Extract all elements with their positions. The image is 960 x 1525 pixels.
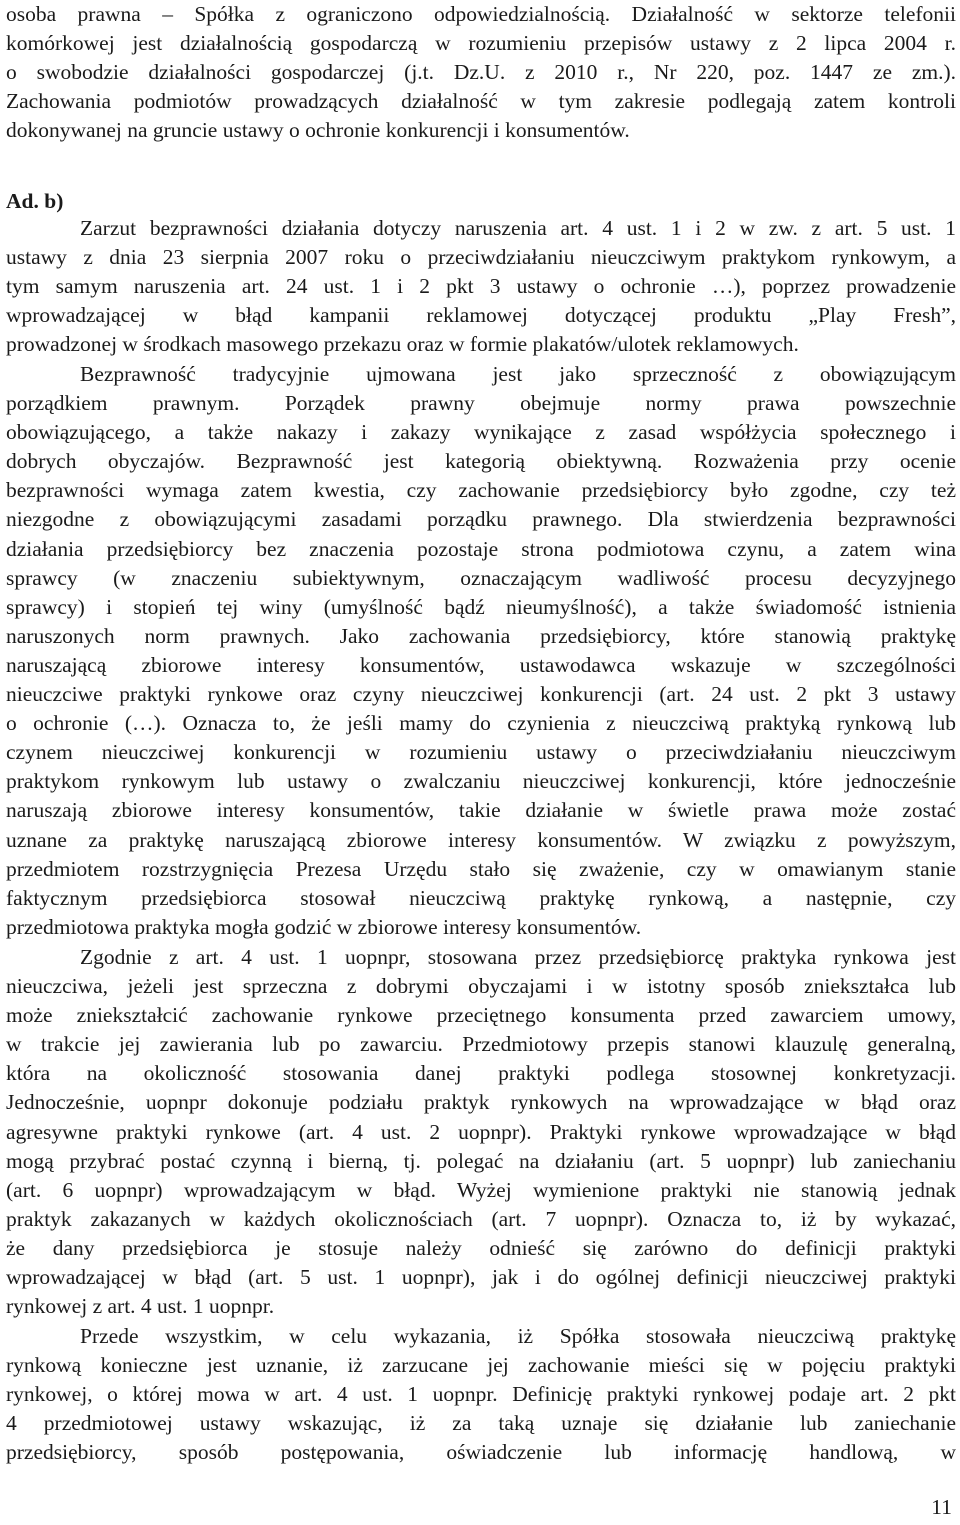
text-line: rynkowej z art. 4 ust. 1 uopnpr. [6, 1294, 275, 1319]
text-line: naruszonych norm prawnych. Jako zachowania przedsiębiorcy, które stanowią praktykę [6, 623, 956, 648]
text-line: sprawcy (w znaczeniu subiektywnym, oznaczającym wadliwość procesu decyzyjnego [6, 565, 956, 590]
text-line: przedsiębiorcy, sposób postępowania, oświadczenie lub informację handlową, w [6, 1440, 956, 1465]
paragraph-2 [6, 360, 956, 942]
text-line [6, 58, 956, 87]
section-heading [6, 187, 63, 216]
text-segment: o swobodzie działalności gospodarczej (j.t. Dz.U. z 2010 r., Nr 220, poz. 1447 ze zm.). [6, 60, 956, 85]
text-line: naruszają zbiorowe interesy konsumentów, takie działanie w świetle prawa może zostać [6, 798, 956, 823]
text-line: praktyk zakazanych w każdych okolicznościach (art. 7 uopnpr). Oznacza to, iż by wykazać, [6, 1206, 956, 1231]
paragraph-4 [6, 1322, 956, 1467]
text-line: dobrych obyczajów. Bezprawność jest kategorią obiektywną. Rozważenia przy ocenie [6, 449, 956, 474]
text-line: Zachowania podmiotów prowadzących działalność w tym zakresie podlegają zatem kontroli [6, 89, 956, 114]
text-line: może zniekształcić zachowanie rynkowe przeciętnego konsumenta przed zawarciem umowy, [6, 1003, 956, 1028]
text-line: wprowadzającej w błąd (art. 5 ust. 1 uopnpr), jak i do ogólnej definicji nieuczciwej praktyki [6, 1265, 956, 1290]
text-line: nieuczciwe praktyki rynkowe oraz czyny nieuczciwej konkurencji (art. 24 ust. 2 pkt 3 ustawy [6, 682, 956, 707]
text-line: faktycznym przedsiębiorca stosował nieuczciwą praktykę rynkową, a następnie, czy [6, 885, 956, 910]
text-line: przedmiotem rozstrzygnięcia Prezesa Urzędu stało się zważenie, czy w omawianym stanie [6, 856, 956, 881]
text-line: sprawcy) i stopień tej winy (umyślność bądź nieumyślność), a także świadomość istnienia [6, 594, 956, 619]
text-line: mogą przybrać postać czynną i bierną, tj. polegać na działaniu (art. 5 uopnpr) lub zaniechaniu [6, 1148, 956, 1173]
text-line: niezgodne z obowiązującymi zasadami porządku prawnego. Dla stwierdzenia bezprawności [6, 507, 956, 532]
text-line: prowadzonej w środkach masowego przekazu oraz w formie plakatów/ulotek reklamowych. [6, 332, 799, 357]
paragraph-3 [6, 943, 956, 1321]
text-line: praktykom rynkowym lub ustawy o zwalczaniu nieuczciwej konkurencji, które jednocześnie [6, 769, 956, 794]
text-line: Bezprawność tradycyjnie ujmowana jest jako sprzeczność z obowiązującym [80, 362, 956, 386]
text-line: że dany przedsiębiorca je stosuje należy odnieść się zarówno do definicji praktyki [6, 1235, 956, 1260]
text-line: osoba prawna – Spółka z ograniczono odpowiedzialnością. Działalność w sektorze telefonii [6, 2, 956, 26]
text-line: porządkiem prawnym. Porządek prawny obejmuje normy prawa powszechnie [6, 391, 956, 416]
paragraph-1 [6, 214, 956, 359]
text-line: tym samym naruszenia art. 24 ust. 1 i 2 pkt 3 ustawy o ochronie …), poprzez prowadzenie [6, 274, 956, 299]
text-line: dokonywanej na gruncie ustawy o ochronie konkurencji i konsumentów. [6, 118, 630, 143]
top-paragraph [6, 0, 956, 145]
text-line [6, 29, 956, 58]
text-line: agresywne praktyki rynkowe (art. 4 ust. 2 uopnpr). Praktyki rynkowe wprowadzające w błąd [6, 1119, 956, 1144]
text-line: (art. 6 uopnpr) wprowadzającym w błąd. Wyżej wymienione praktyki nie stanowią jednak [6, 1177, 956, 1202]
text-line: 4 przedmiotowej ustawy wskazując, iż za taką uznaje się działanie lub zaniechanie [6, 1411, 956, 1436]
text-line: nieuczciwa, jeżeli jest sprzeczna z dobrymi obyczajami i w istotny sposób zniekształca lub [6, 974, 956, 999]
text-line: Zgodnie z art. 4 ust. 1 uopnpr, stosowana przez przedsiębiorcę praktyka rynkowa jest [80, 945, 956, 969]
text-line: o ochronie (…). Oznacza to, że jeśli mamy do czynienia z nieuczciwą praktyką rynkową lub [6, 711, 956, 736]
text-segment: komórkowej jest działalnością gospodarczą w rozumieniu przepisów ustawy z 2 lipca 2004 r. [6, 31, 956, 56]
section-label: Ad. b) [6, 189, 64, 213]
page-number: 11 [931, 1495, 952, 1519]
text-line: obowiązującego, a także nakazy i zakazy wynikające z zasad współżycia społecznego i [6, 420, 956, 445]
text-line: czynem nieuczciwej konkurencji w rozumieniu ustawy o przeciwdziałaniu nieuczciwym [6, 740, 956, 765]
text-line: która na okoliczność stosowania danej praktyki podlega stosownej konkretyzacji. [6, 1061, 956, 1086]
text-line: Przede wszystkim, w celu wykazania, iż Spółka stosowała nieuczciwą praktykę [80, 1324, 956, 1348]
text-line: rynkową konieczne jest uznanie, iż zarzucane jej zachowanie mieści się w pojęciu praktyki [6, 1353, 956, 1378]
text-line: Jednocześnie, uopnpr dokonuje podziału praktyk rynkowych na wprowadzające w błąd oraz [6, 1090, 956, 1115]
text-line: przedmiotowa praktyka mogła godzić w zbiorowe interesy konsumentów. [6, 914, 642, 939]
text-line: Zarzut bezprawności działania dotyczy naruszenia art. 4 ust. 1 i 2 w zw. z art. 5 ust. 1 [80, 216, 956, 240]
text-line: uznane za praktykę naruszającą zbiorowe interesy konsumentów. W związku z powyższym, [6, 827, 956, 852]
text-line: bezprawności wymaga zatem kwestia, czy zachowanie przedsiębiorcy było zgodne, czy też [6, 478, 956, 503]
text-line: działania przedsiębiorcy bez znaczenia pozostaje strona podmiotowa czynu, a zatem wina [6, 536, 956, 561]
text-line: ustawy z dnia 23 sierpnia 2007 roku o przeciwdziałaniu nieuczciwym praktykom rynkowym, a [6, 245, 956, 270]
text-line: w trakcie jej zawierania lub po zawarciu. Przedmiotowy przepis stanowi klauzulę generalną, [6, 1032, 956, 1057]
text-line: naruszającą zbiorowe interesy konsumentów, ustawodawca wskazuje w szczególności [6, 652, 956, 677]
text-line: rynkowej, o której mowa w art. 4 ust. 1 uopnpr. Definicję praktyki rynkowej podaje art. 2 pkt [6, 1382, 956, 1407]
text-line: wprowadzającej w błąd kampanii reklamowej dotyczącej produktu „Play Fresh”, [6, 303, 956, 328]
